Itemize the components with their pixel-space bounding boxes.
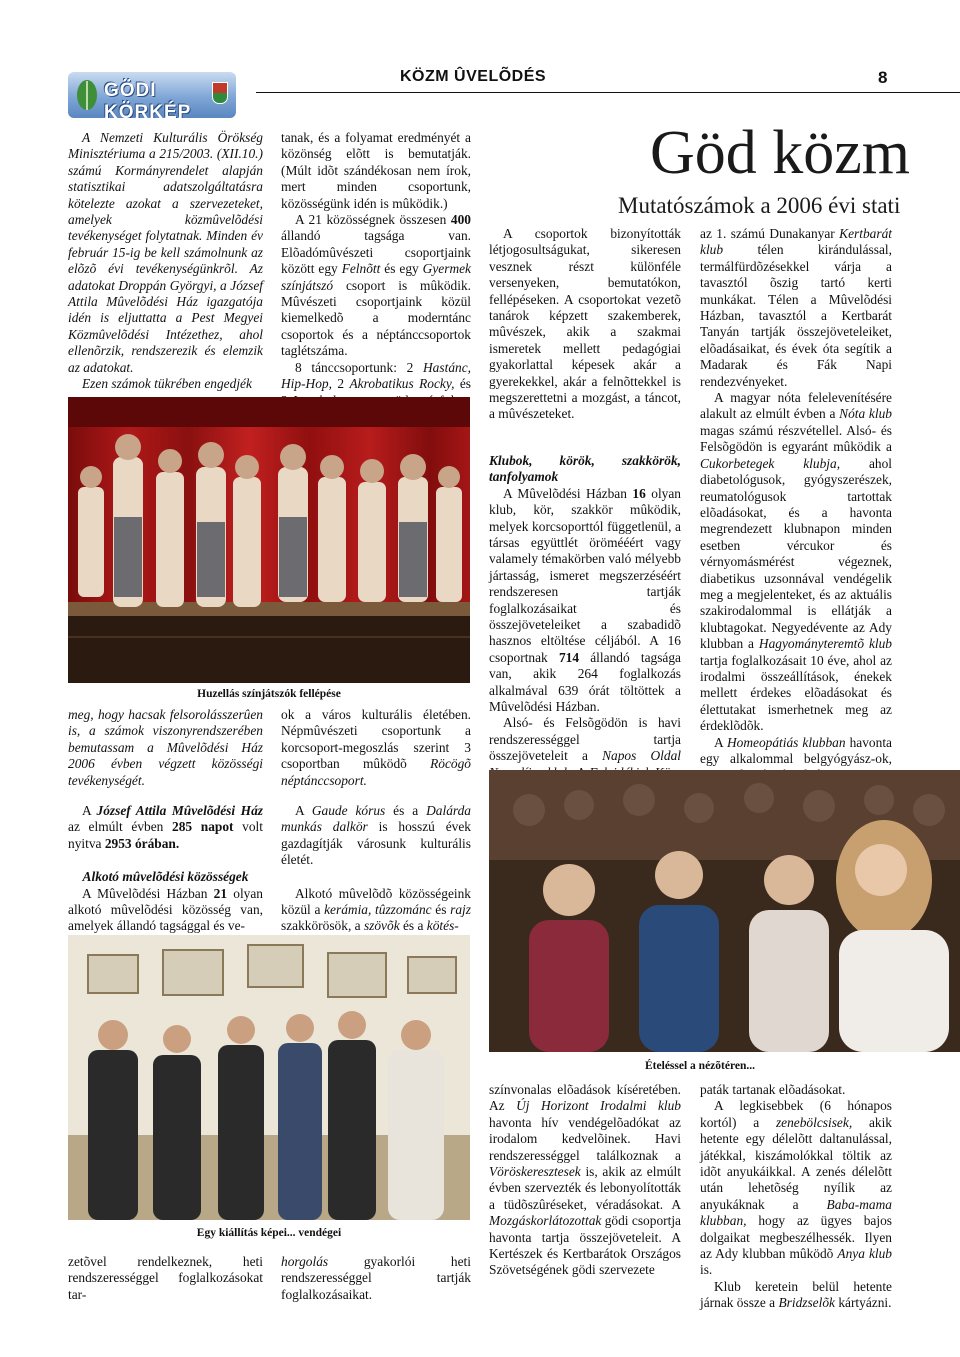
paragraph: ok a város kulturális életében. Népmûvészeti csoportunk a korcsoport-megoszlás szerint 3 csoportban mûködõ Röcögõ néptánccsoport. [281,707,471,788]
col2-lower [281,803,471,935]
intro-paragraph: A Nemzeti Kulturális Örökség Minisztériuma a 215/2003. (XII.10.) számú Kormányrendelet alapján statisztikai adatszolgáltatásra kötelezte azokat a szervezeteket, amelyek közmûvelõdési tevékenységet folytatnak. Minden év február 15-ig be kell számolnunk az elõzõ évi tevékenységünkrõl. Az adatokat Droppán Györgyi, a József Attila Mûvelõdési Ház igazgatója idén is eljuttatta a Pest Megyei Közmûvelõdési Intézethez, ahol ellenõrzik, rendszerezik és elemzik az adatokat. [68,130,263,375]
section-heading: Klubok, körök, szakkörök, tanfolyamok [489,452,681,485]
paragraph: paták tartanak elõadásokat. [700,1082,846,1097]
col2-bottom [281,1254,471,1303]
paragraph: tanak, és a folyamat eredményét a közönség elõtt is bemutatják. (Múlt idõt szándékosan nem írok, mert minden csoportunk, közösségünk idén is mûködik.) [281,130,471,211]
photo2-caption: Ételéssel a nézõtéren... [645,1060,755,1072]
paragraph: zetõvel rendelkeznek, heti rendszerességgel foglalkozásokat tar- [68,1254,263,1302]
col3-top [489,226,681,797]
stage-photo-image [68,397,470,683]
paragraph: Alkotó mûvelõdõ közösségeink közül a kerámia, tûzzománc és rajz szakkörösök, a szövõk és a kötés- [281,885,471,934]
col2-top [281,130,471,409]
leaf-icon [74,78,100,112]
paragraph: A csoportok bizonyították létjogosultságukat, sikeresen vesznek részt különféle versenyeken, bemutatókon, fellépéseken. A csoportokat vezetõ tanárok képzett szakemberek, mûvészek, akik a szakmai ismeretek mellett pedagógiai gyakorlattal képesek akár a gyerekekkel, akár a felnõttekkel is megszerettetni a mozgást, a táncot, a mûvészeteket. [489,226,681,422]
section-title: KÖZM ÛVELÕDÉS [400,68,547,85]
header-rule [256,92,960,93]
col4-top [700,226,892,784]
paragraph: horgolás gyakorlói heti rendszerességgel tartják foglalkozásaikat. [281,1254,471,1302]
paragraph: A Mûvelõdési Házban 16 olyan klub, kör, szakkör mûködik, melyek korcsoporttól függetlenül, a társas együttlét örömééért vagy valamely témakörben való mélyebb jártasság, ismeret megszerzéséért rendszeresen tartják foglalkozásaikat és összejöveteleiket a szabadidõ hasznos eltöltése céljából. A 16 csoportnak 714 állandó tagsága van, akik 264 foglalkozás alkalmával 639 órát töltöttek a Mûvelõdési Házban. [489,485,681,714]
col1-lower [68,803,263,935]
paragraph: 8 tánccsoportunk: 2 Hastánc, Hip-Hop, 2 Akrobatikus Rocky, és [281,359,471,392]
paragraph: A József Attila Mûvelõdési Ház az elmúlt évben 285 napot volt nyitva 2953 órában. [68,803,264,851]
paragraph: A Gaude kórus és a Dalárda munkás dalkör is hosszú évek gazdagítják városunk kulturális életét. [281,803,471,868]
article-title: Göd közm [650,119,911,187]
paragraph: színvonalas elõadások kíséretében. Az Új Horizont Irodalmi klub havonta hív vendégelõadókat az irodalom kedvelõinek. Havi rendszerességgel találkoznak a Vöröskeresztesek is, akik az elmúlt évben szervezték és lebonyolították a tüdõszûréseket, véradásokat. A Mozgáskorlátozottak gödi csoportja havonta tartja összejöveteleit. A Kertészek és Kertbarátok Országos Szövetségének gödi szervezete [489,1082,681,1278]
paragraph: az 1. számú Dunakanyar Kertbarát klub télen kirándulással, termálfürdõzésekkel várja a tavasztól õszig tartó kerti munkákat. Télen a Mûvelõdési Házban, tavasztól a Kertbarát Tanyán tartják összejöveteleiket, elõadásaikat, és évek óta segítik a Madarak és Fák Napi rendezvényeket. [700,226,892,389]
stage-performance-photo [68,397,470,683]
col1-mid [68,707,263,789]
col1-intro [68,130,263,393]
exhibition-photo-image [68,935,470,1220]
exhibition-photo [68,935,470,1220]
intro-paragraph-2: Ezen számok tükrében engedjék [82,376,252,392]
paragraph: A legkisebbek (6 hónapos kortól) a zenebölcsisek, akik hetente egy délelõtt daltanulással, játékkal, kiszámolókkal töltik az idõt anyukáikkal. A zenés délelõtt után lehetõség nyílik az anyukáknak a Baba-mama klubban, hogy az ügyes bajos dolgaikat megbeszélhessék. Ilyen az Ady klubban mûködõ Anya klub is. [700,1098,892,1278]
paragraph: A Homeopátiás klubban havonta egy alkalommal belgyógyász-ok, [700,734,892,766]
paragraph: A magyar nóta felelevenítésére alakult az elmúlt évben a Nóta klub magas számú részvétellel. Alsó- és Felsõgödön is egyaránt mûködik a Cukorbetegek klubja, ahol diabetológusok, gyógyszerészek, reumatológusok tartottak elõadásokat, és a havonta megrendezett klubnapon minden esetben vércukor és vérnyomásmérést végeznek, diabetikus uzsonnával vendégelik meg a megjelenteket, és az aktuális szakirodalommal is ellátják a klubtagokat. Negyedévente az Ady klubban a Hagyományteremtõ klub tartja foglalkozásait 10 éve, ahol az irodalmi összeállítások, énekek mellett érdekes elõadásokat és élettutakat ismerhetnek meg az érdeklõdõk. [700,390,893,734]
logo-text: GÖDI KÖRKÉP [104,80,192,118]
audience-photo-image [489,770,960,1052]
section-heading: Alkotó mûvelõdési közösségek [82,869,249,885]
paragraph: A 21 közösségnek összesen 400 állandó tagsága van. Elõadómûvészeti csoportjaink között egy Felnõtt és egy Gyermek színjátszó csoport is mûködik. Mûvészeti csoportjaink közül kiemelkedõ a moderntánc csoportok és a néptánccsoportok taglétszáma. [281,212,471,359]
paragraph: Klub keretein belül hetente járnak össze a Bridzselõk kártyázni. [700,1278,892,1311]
col2-mid [281,707,471,789]
col3-bottom [489,1082,681,1279]
photo1-caption: Huzellás színjátszók fellépése [197,688,341,700]
paragraph: meg, hogy hacsak felsorolásszerûen is, a számok viszonyrendszerében bemutassam a Mûvelõdési Ház 2006 évben végzett közösségi tevékenységét. [68,707,263,788]
page-number: 8 [878,68,888,87]
col1-bottom [68,1254,263,1303]
paragraph: Alsó- és Felsõgödön is havi rendszerességgel tartja összejöveteleit a Napos Oldal [489,715,682,764]
paragraph: A Mûvelõdési Házban 21 olyan alkotó mûvelõdési közösség van, amelyek állandó tagsággal és ve- [68,885,263,934]
photo3-caption: Egy kiállítás képei... vendégei [196,1227,342,1239]
audience-photo [489,770,960,1052]
article-subtitle: Mutatószámok a 2006 évi stati [618,193,901,218]
col4-bottom [700,1082,892,1312]
coat-of-arms-icon [212,82,228,104]
godi-korkep-logo [68,72,236,118]
